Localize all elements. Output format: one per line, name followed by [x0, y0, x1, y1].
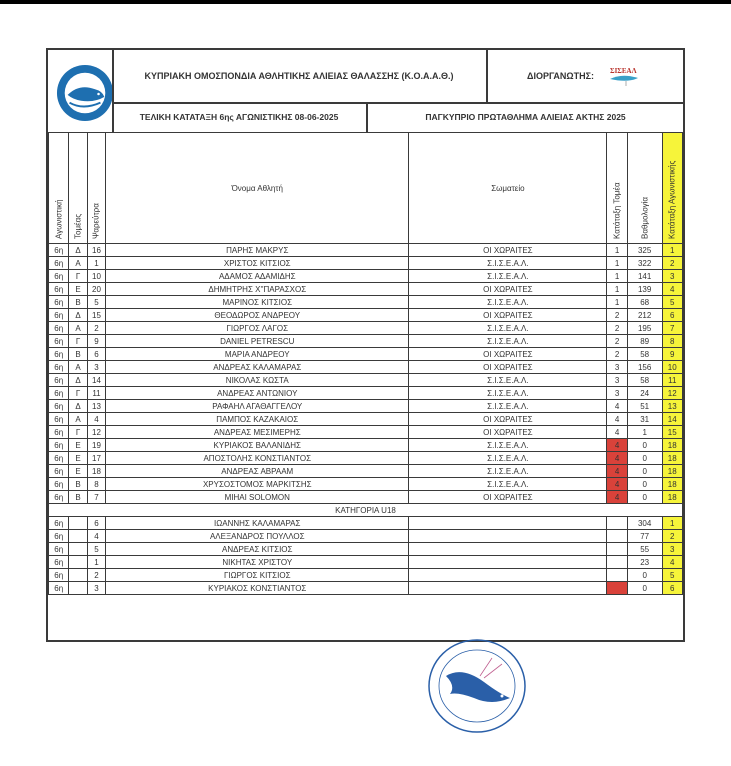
cell-quiver: 14	[87, 374, 105, 387]
cell-quiver: 8	[87, 478, 105, 491]
cell-sector-rank	[607, 543, 627, 556]
cell-round-rank: 13	[662, 400, 682, 413]
cell-round-rank: 1	[662, 517, 682, 530]
cell-club: ΟΙ ΧΩΡΑΙΤΕΣ	[409, 491, 607, 504]
final-ranking-title: ΤΕΛΙΚΗ ΚΑΤΑΤΑΞΗ 6ης ΑΓΩΝΙΣΤΙΚΗΣ 08-06-2025	[139, 112, 339, 122]
cell-round-rank: 18	[662, 465, 682, 478]
cell-sector: Γ	[69, 270, 87, 283]
cell-round: 6η	[49, 322, 69, 335]
cell-quiver: 6	[87, 348, 105, 361]
cell-quiver: 9	[87, 335, 105, 348]
cell-score: 156	[627, 361, 662, 374]
cell-club	[409, 530, 607, 543]
cell-sector-rank	[607, 569, 627, 582]
cell-score: 195	[627, 322, 662, 335]
cell-sector: Ε	[69, 283, 87, 296]
cell-club: Σ.Ι.Σ.Ε.Α.Λ.	[409, 335, 607, 348]
col-round-rank-header: Κατάταξη Αγωνιστικής	[662, 133, 682, 244]
cell-score: 0	[627, 569, 662, 582]
cell-sector-rank: 2	[607, 348, 627, 361]
table-row	[49, 374, 683, 387]
col-score-header: Βαθμολογία	[627, 133, 662, 244]
cell-round: 6η	[49, 309, 69, 322]
cell-club: Σ.Ι.Σ.Ε.Α.Λ.	[409, 478, 607, 491]
cell-round-rank: 9	[662, 348, 682, 361]
cell-sector-rank: 4	[607, 426, 627, 439]
cell-quiver: 12	[87, 426, 105, 439]
cell-score: 55	[627, 543, 662, 556]
cell-round-rank: 10	[662, 361, 682, 374]
cell-athlete: ΑΝΔΡΕΑΣ ΚΙΤΣΙΟΣ	[106, 543, 409, 556]
results-table	[48, 132, 683, 595]
cell-club: Σ.Ι.Σ.Ε.Α.Λ.	[409, 270, 607, 283]
cell-round: 6η	[49, 348, 69, 361]
cell-round-rank: 11	[662, 374, 682, 387]
cell-quiver: 17	[87, 452, 105, 465]
cell-round: 6η	[49, 374, 69, 387]
cell-round: 6η	[49, 439, 69, 452]
cell-sector: Δ	[69, 400, 87, 413]
organizer-label: ΔΙΟΡΓΑΝΩΤΗΣ:	[526, 71, 594, 81]
table-row	[49, 296, 683, 309]
cell-round: 6η	[49, 465, 69, 478]
cell-quiver: 6	[87, 517, 105, 530]
cell-score: 0	[627, 491, 662, 504]
col-sector-rank-header: Κατάταξη Τομέα	[607, 133, 627, 244]
cell-sector: Ε	[69, 439, 87, 452]
cell-athlete: ΔΗΜΗΤΡΗΣ Χ''ΠΑΡΑΣΧΟΣ	[106, 283, 409, 296]
cell-sector: Γ	[69, 387, 87, 400]
cell-club: ΟΙ ΧΩΡΑΙΤΕΣ	[409, 413, 607, 426]
table-row	[49, 426, 683, 439]
cell-sector-rank: 4	[607, 400, 627, 413]
cell-quiver: 2	[87, 322, 105, 335]
cell-club: ΟΙ ΧΩΡΑΙΤΕΣ	[409, 244, 607, 257]
cell-club: Σ.Ι.Σ.Ε.Α.Λ.	[409, 400, 607, 413]
table-row	[49, 439, 683, 452]
cell-round-rank: 18	[662, 491, 682, 504]
cell-club: ΟΙ ΧΩΡΑΙΤΕΣ	[409, 309, 607, 322]
cell-round: 6η	[49, 361, 69, 374]
cell-club: Σ.Ι.Σ.Ε.Α.Λ.	[409, 452, 607, 465]
cell-sector: Α	[69, 322, 87, 335]
main-results	[49, 244, 683, 504]
table-row	[49, 491, 683, 504]
cell-sector	[69, 569, 87, 582]
cell-athlete: ΑΝΔΡΕΑΣ ΑΒΡΑΑΜ	[106, 465, 409, 478]
cell-round-rank: 8	[662, 335, 682, 348]
cell-club: Σ.Ι.Σ.Ε.Α.Λ.	[409, 465, 607, 478]
cell-sector	[69, 517, 87, 530]
cell-quiver: 13	[87, 400, 105, 413]
cell-round: 6η	[49, 543, 69, 556]
cell-round: 6η	[49, 517, 69, 530]
cell-sector: Δ	[69, 309, 87, 322]
table-row	[49, 530, 683, 543]
table-row	[49, 478, 683, 491]
cell-round-rank: 15	[662, 426, 682, 439]
federation-title: ΚΥΠΡΙΑΚΗ ΟΜΟΣΠΟΝΔΙΑ ΑΘΛΗΤΙΚΗΣ ΑΛΙΕΙΑΣ ΘΑΛΑΣΣΗΣ (Κ.Ο.Α.Α.Θ.)	[144, 71, 454, 81]
table-row	[49, 413, 683, 426]
col-sector-header: Τομέας	[69, 133, 87, 244]
table-row	[49, 244, 683, 257]
cell-score: 0	[627, 452, 662, 465]
cell-round-rank: 7	[662, 322, 682, 335]
cell-quiver: 10	[87, 270, 105, 283]
cell-score: 322	[627, 257, 662, 270]
cell-round-rank: 3	[662, 543, 682, 556]
cell-quiver: 19	[87, 439, 105, 452]
cell-score: 89	[627, 335, 662, 348]
federation-logo-icon	[56, 64, 114, 122]
cell-round-rank: 4	[662, 283, 682, 296]
col-quiver-header: Ψαρεύτρα	[87, 133, 105, 244]
cell-quiver: 3	[87, 582, 105, 595]
cell-club: ΟΙ ΧΩΡΑΙΤΕΣ	[409, 348, 607, 361]
cell-round: 6η	[49, 244, 69, 257]
cell-sector: Α	[69, 413, 87, 426]
cell-round: 6η	[49, 283, 69, 296]
cell-sector-rank	[607, 556, 627, 569]
cell-sector-rank	[607, 517, 627, 530]
table-row	[49, 400, 683, 413]
table-row	[49, 270, 683, 283]
cell-sector: Β	[69, 348, 87, 361]
cell-sector: Δ	[69, 244, 87, 257]
cell-score: 212	[627, 309, 662, 322]
cell-quiver: 15	[87, 309, 105, 322]
cell-round: 6η	[49, 556, 69, 569]
cell-quiver: 5	[87, 296, 105, 309]
col-club-header: Σωματείο	[409, 133, 607, 244]
federation-stamp-icon	[422, 636, 532, 736]
cell-score: 141	[627, 270, 662, 283]
table-row	[49, 257, 683, 270]
cell-score: 51	[627, 400, 662, 413]
cell-club: Σ.Ι.Σ.Ε.Α.Λ.	[409, 296, 607, 309]
cell-round-rank: 6	[662, 582, 682, 595]
cell-athlete: ΝΙΚΗΤΑΣ ΧΡΙΣΤΟΥ	[106, 556, 409, 569]
cell-score: 0	[627, 439, 662, 452]
cell-quiver: 16	[87, 244, 105, 257]
cell-score: 58	[627, 348, 662, 361]
cell-round: 6η	[49, 452, 69, 465]
cell-round: 6η	[49, 491, 69, 504]
cell-athlete: ΑΔΑΜΟΣ ΑΔΑΜΙΔΗΣ	[106, 270, 409, 283]
cell-sector-rank: 2	[607, 309, 627, 322]
cell-quiver: 20	[87, 283, 105, 296]
scan-top-edge	[0, 0, 731, 4]
cell-sector	[69, 582, 87, 595]
cell-score: 58	[627, 374, 662, 387]
sheet-header	[48, 50, 683, 132]
cell-round-rank: 2	[662, 530, 682, 543]
cell-club: ΟΙ ΧΩΡΑΙΤΕΣ	[409, 283, 607, 296]
cell-sector: Α	[69, 257, 87, 270]
cell-sector-rank: 1	[607, 283, 627, 296]
cell-athlete: ΠΑΜΠΟΣ ΚΑΖΑΚΑΙΟΣ	[106, 413, 409, 426]
u18-results	[49, 517, 683, 595]
cell-round-rank: 18	[662, 478, 682, 491]
cell-sector-rank: 1	[607, 270, 627, 283]
cell-club	[409, 582, 607, 595]
cell-round-rank: 1	[662, 244, 682, 257]
cell-sector-rank: 1	[607, 257, 627, 270]
cell-athlete: ΡΑΦΑΗΛ ΑΓΑΘΑΓΓΕΛΟΥ	[106, 400, 409, 413]
cell-athlete: ΑΝΔΡΕΑΣ ΑΝΤΩΝΙΟΥ	[106, 387, 409, 400]
table-row	[49, 387, 683, 400]
table-row	[49, 465, 683, 478]
cell-score: 23	[627, 556, 662, 569]
cell-round-rank: 12	[662, 387, 682, 400]
cell-score: 24	[627, 387, 662, 400]
cell-round-rank: 5	[662, 569, 682, 582]
table-row	[49, 309, 683, 322]
cell-sector: Γ	[69, 335, 87, 348]
cell-sector-rank	[607, 582, 627, 595]
cell-round-rank: 18	[662, 439, 682, 452]
championship-title: ΠΑΓΚΥΠΡΙΟ ΠΡΩΤΑΘΛΗΜΑ ΑΛΙΕΙΑΣ ΑΚΤΗΣ 2025	[425, 112, 626, 122]
table-row	[49, 569, 683, 582]
table-row	[49, 361, 683, 374]
header-row	[49, 133, 683, 244]
cell-sector-rank: 4	[607, 439, 627, 452]
cell-athlete: ΑΛΕΞΑΝΔΡΟΣ ΠΟΥΛΛΟΣ	[106, 530, 409, 543]
cell-round: 6η	[49, 582, 69, 595]
cell-sector: Β	[69, 296, 87, 309]
cell-club	[409, 556, 607, 569]
cell-sector	[69, 543, 87, 556]
category-section	[49, 504, 683, 517]
table-row	[49, 543, 683, 556]
cell-quiver: 5	[87, 543, 105, 556]
cell-sector-rank: 2	[607, 322, 627, 335]
cell-sector	[69, 556, 87, 569]
cell-round: 6η	[49, 296, 69, 309]
cell-round-rank: 4	[662, 556, 682, 569]
cell-athlete: ΜΙΗΑΙ SOLOMON	[106, 491, 409, 504]
cell-quiver: 11	[87, 387, 105, 400]
cell-round: 6η	[49, 387, 69, 400]
cell-score: 304	[627, 517, 662, 530]
cell-sector-rank: 4	[607, 452, 627, 465]
cell-sector-rank: 4	[607, 413, 627, 426]
cell-athlete: DANIEL PETRESCU	[106, 335, 409, 348]
cell-athlete: ΜΑΡΙΑ ΑΝΔΡΕΟΥ	[106, 348, 409, 361]
cell-round-rank: 14	[662, 413, 682, 426]
cell-club	[409, 569, 607, 582]
table-row	[49, 517, 683, 530]
cell-round: 6η	[49, 413, 69, 426]
cell-round: 6η	[49, 426, 69, 439]
cell-round: 6η	[49, 270, 69, 283]
cell-quiver: 2	[87, 569, 105, 582]
cell-sector: Δ	[69, 374, 87, 387]
cell-quiver: 1	[87, 556, 105, 569]
svg-text:ΣΙΣΕΑΛ: ΣΙΣΕΑΛ	[610, 67, 637, 75]
cell-score: 0	[627, 582, 662, 595]
cell-score: 31	[627, 413, 662, 426]
organizer	[488, 50, 683, 102]
cell-sector: Α	[69, 361, 87, 374]
cell-club: ΟΙ ΧΩΡΑΙΤΕΣ	[409, 426, 607, 439]
table-row	[49, 283, 683, 296]
col-round-header: Αγωνιστική	[49, 133, 69, 244]
cell-sector: Ε	[69, 452, 87, 465]
cell-sector-rank: 1	[607, 244, 627, 257]
cell-round-rank: 2	[662, 257, 682, 270]
cell-club: Σ.Ι.Σ.Ε.Α.Λ.	[409, 439, 607, 452]
cell-club: Σ.Ι.Σ.Ε.Α.Λ.	[409, 374, 607, 387]
cell-athlete: ΜΑΡΙΝΟΣ ΚΙΤΣΙΟΣ	[106, 296, 409, 309]
cell-athlete: ΚΥΡΙΑΚΟΣ ΒΑΛΑΝΙΔΗΣ	[106, 439, 409, 452]
cell-club: Σ.Ι.Σ.Ε.Α.Λ.	[409, 322, 607, 335]
cell-sector-rank: 4	[607, 465, 627, 478]
cell-round: 6η	[49, 257, 69, 270]
table-row	[49, 322, 683, 335]
table-row	[49, 348, 683, 361]
cell-sector-rank: 3	[607, 361, 627, 374]
cell-club: Σ.Ι.Σ.Ε.Α.Λ.	[409, 257, 607, 270]
cell-athlete: ΧΡΙΣΤΟΣ ΚΙΤΣΙΟΣ	[106, 257, 409, 270]
table-row	[49, 582, 683, 595]
cell-athlete: ΑΝΔΡΕΑΣ ΚΑΛΑΜΑΡΑΣ	[106, 361, 409, 374]
cell-round: 6η	[49, 530, 69, 543]
cell-score: 0	[627, 465, 662, 478]
cell-athlete: ΚΥΡΙΑΚΟΣ ΚΟΝΣΤΙΑΝΤΟΣ	[106, 582, 409, 595]
cell-club	[409, 543, 607, 556]
cell-score: 139	[627, 283, 662, 296]
cell-round-rank: 3	[662, 270, 682, 283]
cell-athlete: ΠΑΡΗΣ ΜΑΚΡΥΣ	[106, 244, 409, 257]
cell-sector: Ε	[69, 465, 87, 478]
cell-sector: Β	[69, 478, 87, 491]
cell-quiver: 4	[87, 413, 105, 426]
cell-round-rank: 5	[662, 296, 682, 309]
cell-club	[409, 517, 607, 530]
category-row	[49, 504, 683, 517]
cell-score: 77	[627, 530, 662, 543]
cell-athlete: ΓΙΩΡΓΟΣ ΛΑΓΟΣ	[106, 322, 409, 335]
col-athlete-header: Όνομα Αθλητή	[106, 133, 409, 244]
cell-athlete: ΙΩΑΝΝΗΣ ΚΑΛΑΜΑΡΑΣ	[106, 517, 409, 530]
cell-round: 6η	[49, 400, 69, 413]
cell-sector: Γ	[69, 426, 87, 439]
cell-quiver: 1	[87, 257, 105, 270]
cell-round: 6η	[49, 569, 69, 582]
cell-sector-rank: 3	[607, 387, 627, 400]
cell-round: 6η	[49, 478, 69, 491]
cell-athlete: ΧΡΥΣΟΣΤΟΜΟΣ ΜΑΡΚΙΤΣΗΣ	[106, 478, 409, 491]
cell-score: 1	[627, 426, 662, 439]
cell-athlete: ΘΕΟΔΩΡΟΣ ΑΝΔΡΕΟΥ	[106, 309, 409, 322]
cell-round: 6η	[49, 335, 69, 348]
cell-sector-rank: 2	[607, 335, 627, 348]
cell-round-rank: 18	[662, 452, 682, 465]
cell-club: ΟΙ ΧΩΡΑΙΤΕΣ	[409, 361, 607, 374]
table-row	[49, 556, 683, 569]
table-row	[49, 335, 683, 348]
results-sheet	[46, 48, 685, 642]
cell-sector-rank	[607, 530, 627, 543]
cell-athlete: ΝΙΚΟΛΑΣ ΚΩΣΤΑ	[106, 374, 409, 387]
organizer-logo-icon	[608, 65, 644, 87]
cell-athlete: ΓΙΩΡΓΟΣ ΚΙΤΣΙΟΣ	[106, 569, 409, 582]
cell-sector: Β	[69, 491, 87, 504]
cell-quiver: 3	[87, 361, 105, 374]
cell-score: 68	[627, 296, 662, 309]
cell-sector-rank: 4	[607, 478, 627, 491]
cell-sector	[69, 530, 87, 543]
cell-score: 0	[627, 478, 662, 491]
category-label: ΚΑΤΗΓΟΡΙΑ U18	[49, 504, 683, 517]
cell-quiver: 18	[87, 465, 105, 478]
cell-sector-rank: 4	[607, 491, 627, 504]
cell-club: Σ.Ι.Σ.Ε.Α.Λ.	[409, 387, 607, 400]
cell-sector-rank: 1	[607, 296, 627, 309]
cell-sector-rank: 3	[607, 374, 627, 387]
cell-score: 325	[627, 244, 662, 257]
cell-athlete: ΑΠΟΣΤΟΛΗΣ ΚΟΝΣΤΙΑΝΤΟΣ	[106, 452, 409, 465]
table-row	[49, 452, 683, 465]
cell-quiver: 4	[87, 530, 105, 543]
cell-quiver: 7	[87, 491, 105, 504]
cell-round-rank: 6	[662, 309, 682, 322]
cell-athlete: ΑΝΔΡΕΑΣ ΜΕΣΙΜΕΡΗΣ	[106, 426, 409, 439]
